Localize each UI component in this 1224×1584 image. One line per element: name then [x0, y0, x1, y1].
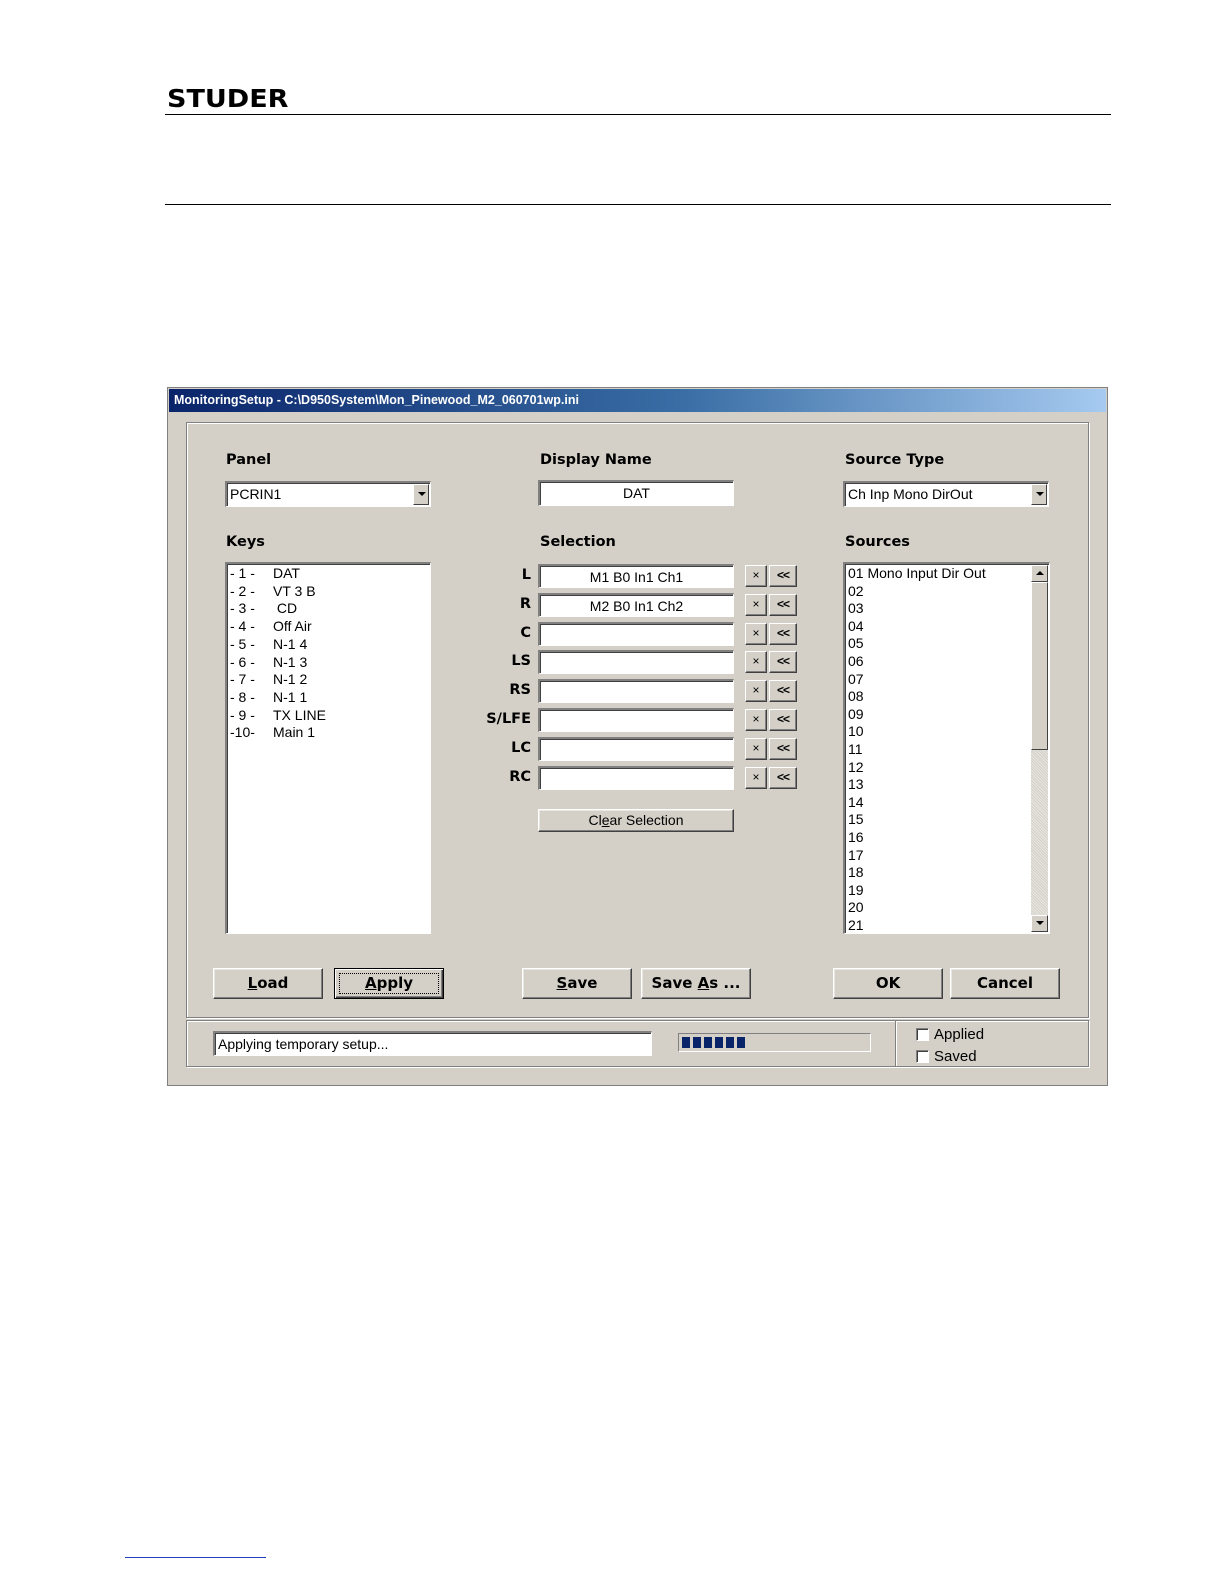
source-list-item[interactable]: 20	[848, 899, 864, 916]
scroll-down-button[interactable]	[1031, 915, 1048, 932]
source-list-item[interactable]: 10	[848, 723, 864, 740]
assign-source-button[interactable]: <<	[769, 651, 797, 673]
save-as-text-a: Save	[651, 974, 698, 992]
progress-segment	[682, 1037, 690, 1048]
source-list-item[interactable]: 07	[848, 670, 864, 687]
selection-field[interactable]	[538, 622, 734, 646]
sources-label: Sources	[845, 534, 910, 550]
progress-segment	[715, 1037, 723, 1048]
load-button[interactable]	[213, 968, 323, 999]
apply-button[interactable]	[334, 968, 444, 999]
key-number: - 3 -	[230, 600, 255, 617]
source-type-dropdown[interactable]	[843, 481, 1049, 507]
source-list-item[interactable]: 08	[848, 688, 864, 705]
selection-label: Selection	[540, 534, 616, 550]
clear-channel-button[interactable]: ×	[745, 565, 767, 587]
applied-checkbox[interactable]	[916, 1028, 929, 1041]
key-name: N-1 2	[273, 671, 308, 688]
assign-source-button[interactable]: <<	[769, 565, 797, 587]
selection-channel-label: L	[521, 567, 531, 583]
source-list-item[interactable]: 15	[848, 811, 864, 828]
panel-dropdown[interactable]	[225, 481, 431, 507]
key-name: Main 1	[273, 724, 316, 741]
key-number: - 8 -	[230, 688, 255, 705]
save-as-accel: A	[697, 974, 710, 992]
saved-label: Saved	[934, 1048, 977, 1065]
key-name: Off Air	[273, 618, 312, 635]
load-text: oad	[257, 974, 289, 992]
selection-field[interactable]	[538, 593, 734, 617]
clear-selection-text-b: ar Selection	[609, 812, 684, 828]
selection-channel-label: S/LFE	[486, 711, 531, 727]
key-number: - 2 -	[230, 582, 255, 599]
keys-listbox[interactable]	[225, 562, 431, 934]
ok-button[interactable]: OK	[833, 968, 943, 999]
source-list-item[interactable]: 05	[848, 635, 864, 652]
saved-checkbox[interactable]	[916, 1050, 929, 1063]
key-number: - 9 -	[230, 706, 255, 723]
apply-accel: A	[364, 974, 377, 992]
selection-channel-label: LC	[511, 739, 531, 756]
progress-segment	[704, 1037, 712, 1048]
save-text: ave	[567, 974, 598, 992]
assign-source-button[interactable]: <<	[769, 709, 797, 731]
key-name: N-1 3	[273, 653, 308, 670]
key-number: - 6 -	[230, 653, 255, 670]
clear-selection-text-a: Cl	[588, 812, 602, 828]
chevron-down-icon	[1036, 492, 1044, 496]
focus-rect	[339, 973, 439, 994]
selection-channel-label: LS	[511, 653, 531, 670]
key-number: - 7 -	[230, 671, 255, 688]
panel-label: Panel	[226, 452, 272, 468]
chevron-down-icon	[1036, 921, 1044, 925]
key-number: -10-	[230, 724, 255, 741]
clear-channel-button[interactable]: ×	[745, 680, 767, 702]
clear-channel-button[interactable]: ×	[745, 594, 767, 616]
progress-segment	[693, 1037, 701, 1048]
key-number: - 5 -	[230, 635, 255, 652]
footer-link-underline	[125, 1557, 266, 1558]
source-list-item[interactable]: 18	[848, 864, 864, 881]
clear-channel-button[interactable]: ×	[745, 738, 767, 760]
display-name-label: Display Name	[540, 452, 652, 468]
key-name: CD	[273, 600, 298, 617]
applied-label: Applied	[934, 1026, 985, 1043]
load-accel: L	[247, 974, 258, 992]
selection-field[interactable]	[538, 564, 734, 588]
selection-channel-label: RS	[509, 682, 531, 699]
progress-bar	[678, 1033, 871, 1052]
selection-value: M2 B0 In1 Ch2	[589, 597, 684, 614]
scroll-thumb[interactable]	[1031, 582, 1048, 750]
title-bar[interactable]	[169, 389, 1106, 412]
assign-source-button[interactable]: <<	[769, 767, 797, 789]
sources-listbox[interactable]	[843, 562, 1050, 934]
header-rule-lower	[165, 204, 1111, 205]
clear-channel-button[interactable]: ×	[745, 709, 767, 731]
chevron-down-icon	[418, 492, 426, 496]
source-list-item[interactable]: 14	[848, 793, 864, 810]
monitoring-setup-window	[167, 387, 1108, 1086]
assign-source-button[interactable]: <<	[769, 738, 797, 760]
status-message-field	[213, 1031, 652, 1056]
selection-channel-label: RC	[509, 768, 531, 785]
save-as-button[interactable]	[641, 968, 751, 999]
header-rule	[165, 114, 1111, 115]
keys-label: Keys	[226, 534, 265, 550]
save-as-text-b: s ...	[709, 974, 741, 992]
save-accel: S	[556, 974, 568, 992]
selection-field[interactable]	[538, 737, 734, 761]
source-list-item[interactable]: 13	[848, 776, 864, 793]
key-name: DAT	[273, 565, 300, 581]
clear-channel-button[interactable]: ×	[745, 651, 767, 673]
source-list-item[interactable]: 19	[848, 881, 864, 898]
display-name-input[interactable]	[538, 480, 734, 506]
studer-logo: STUDER	[167, 84, 289, 113]
key-number: - 1 -	[230, 565, 255, 581]
chevron-up-icon	[1036, 571, 1044, 575]
selection-field[interactable]	[538, 766, 734, 790]
selection-value: M1 B0 In1 Ch1	[589, 569, 684, 585]
panel-dropdown-button[interactable]	[413, 484, 429, 505]
display-name-value: DAT	[623, 485, 650, 501]
source-list-item[interactable]: 17	[848, 846, 864, 863]
panel-value: PCRIN1	[230, 486, 282, 502]
key-name: VT 3 B	[273, 582, 316, 599]
selection-channel-label: R	[519, 595, 531, 612]
scroll-up-button[interactable]	[1031, 565, 1048, 582]
clear-channel-button[interactable]: ×	[745, 767, 767, 789]
progress-segment	[726, 1037, 734, 1048]
selection-channel-label: C	[520, 624, 531, 641]
source-list-item[interactable]: 11	[848, 741, 863, 757]
selection-field[interactable]	[538, 650, 734, 674]
clear-selection-accel: e	[601, 812, 610, 828]
source-list-item[interactable]: 02	[848, 582, 864, 599]
progress-segment	[737, 1037, 745, 1048]
source-list-item[interactable]: 16	[848, 829, 864, 845]
source-list-item[interactable]: 04	[848, 617, 864, 634]
apply-text: pply	[376, 974, 413, 992]
source-list-item[interactable]: 06	[848, 653, 864, 669]
source-list-item[interactable]: 21	[848, 917, 864, 933]
key-name: N-1 4	[273, 635, 308, 652]
assign-source-button[interactable]: <<	[769, 623, 797, 645]
clear-channel-button[interactable]: ×	[745, 623, 767, 645]
key-name: N-1 1	[273, 688, 308, 705]
source-list-item[interactable]: 09	[848, 705, 864, 722]
clear-selection-button[interactable]	[538, 809, 734, 832]
source-list-item[interactable]: 01 Mono Input Dir Out	[848, 565, 986, 581]
source-type-label: Source Type	[845, 452, 945, 468]
status-divider	[895, 1021, 896, 1066]
cancel-button[interactable]: Cancel	[950, 968, 1060, 999]
source-type-dropdown-button[interactable]	[1031, 484, 1047, 505]
status-message: Applying temporary setup...	[218, 1036, 389, 1052]
source-list-item[interactable]: 12	[848, 758, 864, 775]
assign-source-button[interactable]: <<	[769, 594, 797, 616]
selection-field[interactable]	[538, 708, 734, 732]
source-type-value: Ch Inp Mono DirOut	[848, 486, 973, 502]
key-name: TX LINE	[273, 706, 326, 723]
assign-source-button[interactable]: <<	[769, 680, 797, 702]
source-list-item[interactable]: 03	[848, 600, 864, 617]
window-title: MonitoringSetup - C:\D950System\Mon_Pinewood_M2_060701wp.ini	[174, 393, 579, 407]
selection-field[interactable]	[538, 679, 734, 703]
key-number: - 4 -	[230, 618, 255, 635]
save-button[interactable]	[522, 968, 632, 999]
